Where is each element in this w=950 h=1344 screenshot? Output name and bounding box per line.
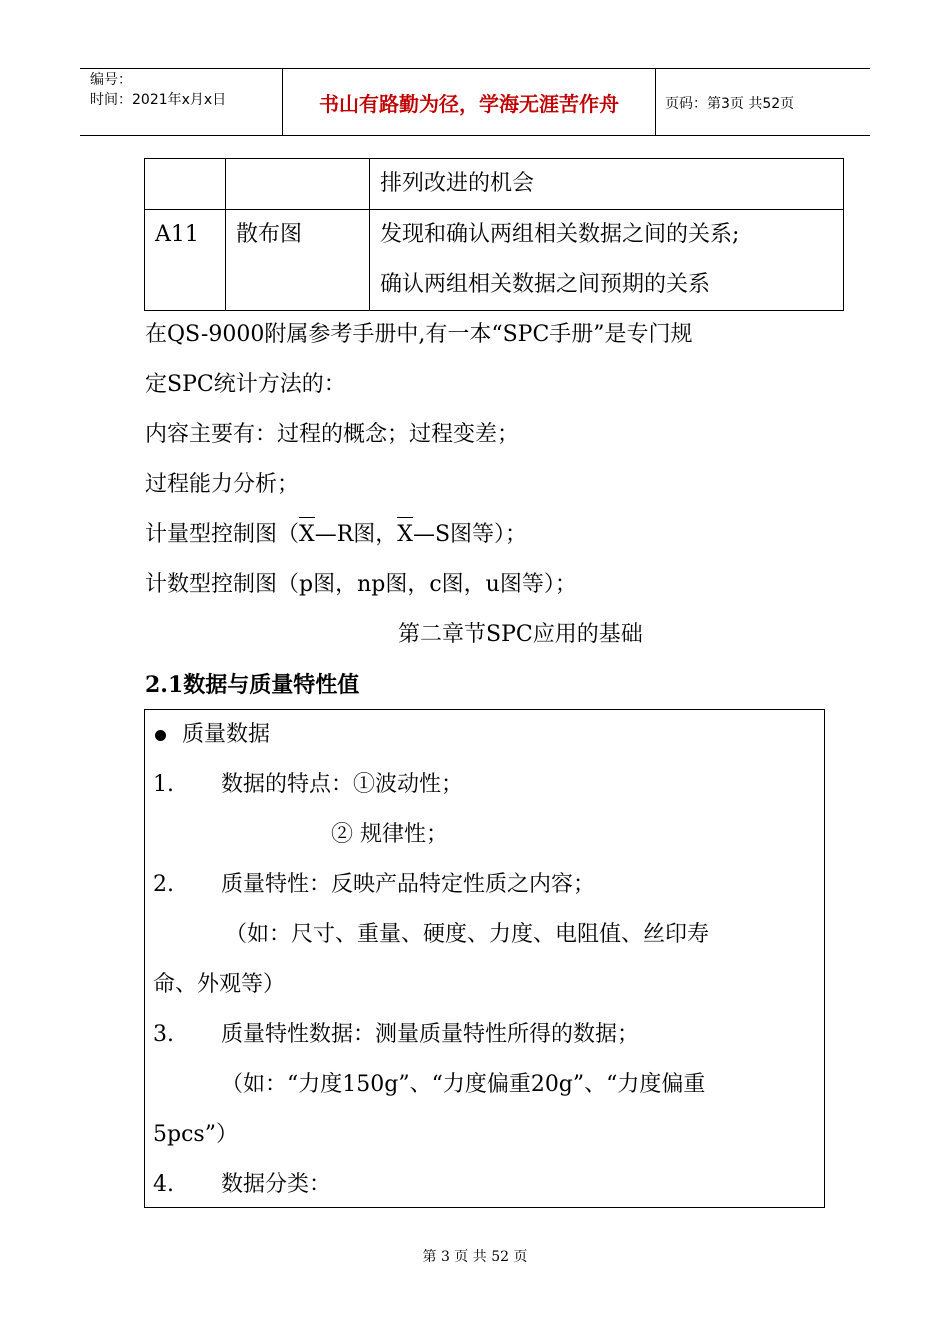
- quality-data-box: [144, 709, 825, 1208]
- text-run: —R图，: [314, 522, 398, 547]
- table-cell: [145, 159, 226, 210]
- list-item: 质量特性数据：测量质量特性所得的数据；: [221, 1022, 640, 1047]
- bullet-item: [155, 720, 270, 750]
- table-cell-name: 散布图: [226, 210, 370, 311]
- header-page-info: 页码：第3页 共52页: [665, 96, 795, 112]
- list-item-continued: 命、外观等）: [153, 972, 286, 997]
- table-row: [145, 210, 844, 311]
- list-item-continued: （如：尺寸、重量、硬度、力度、电阻值、丝印寿: [225, 922, 710, 947]
- header-top-rule: [80, 68, 870, 69]
- header-bottom-rule: [80, 135, 870, 136]
- bullet-icon: [155, 730, 166, 741]
- table-cell: [226, 159, 370, 210]
- list-number: 2.: [153, 872, 174, 897]
- page-footer: 第 3 页 共 52 页: [422, 1249, 528, 1265]
- table-cell-desc: [370, 210, 844, 311]
- text-run: 计量型控制图（: [145, 522, 300, 547]
- paragraph: 在QS-9000附属参考手册中,有一本“SPC手册”是专门规: [145, 322, 693, 347]
- header-number-label: 编号：: [90, 72, 132, 88]
- list-number: 1.: [153, 772, 174, 797]
- list-number: 3.: [153, 1022, 174, 1047]
- header-divider-right: [655, 68, 656, 136]
- desc-line: 确认两组相关数据之间预期的关系: [380, 272, 711, 297]
- table-cell-code: A11: [145, 210, 226, 311]
- paragraph: 内容主要有：过程的概念；过程变差；: [145, 422, 520, 447]
- list-item: 数据的特点：①波动性；: [221, 772, 464, 797]
- header-time-label: 时间：2021年x月x日: [90, 92, 227, 108]
- desc-line: 发现和确认两组相关数据之间的关系;: [380, 222, 740, 247]
- paragraph: 过程能力分析；: [145, 472, 300, 497]
- x-bar-symbol: X: [397, 520, 413, 550]
- paragraph: 定SPC统计方法的：: [145, 372, 346, 397]
- section-title: 2.1数据与质量特性值: [145, 672, 360, 698]
- header-meta: [90, 70, 226, 110]
- list-item-continued: （如：“力度150g”、“力度偏重20g”、“力度偏重: [221, 1072, 706, 1097]
- list-item-continued: ② 规律性；: [331, 822, 448, 847]
- list-item: 质量特性：反映产品特定性质之内容；: [221, 872, 596, 897]
- table-cell: 排列改进的机会: [370, 159, 844, 210]
- bullet-text: 质量数据: [182, 722, 271, 747]
- list-item-continued: 5pcs”）: [153, 1122, 238, 1147]
- chapter-title: 第二章节SPC应用的基础: [398, 622, 643, 647]
- paragraph: 计数型控制图（p图，np图，c图，u图等）；: [145, 572, 577, 597]
- table-row: [145, 159, 844, 210]
- x-bar-symbol: X: [299, 520, 315, 550]
- text-run: —S图等）；: [412, 522, 528, 547]
- header-motto: 书山有路勤为径，学海无涯苦作舟: [319, 92, 619, 116]
- paragraph-variable-charts: [145, 520, 527, 550]
- methods-table: [144, 158, 844, 311]
- list-number: 4.: [153, 1172, 174, 1197]
- list-item: 数据分类：: [221, 1172, 332, 1197]
